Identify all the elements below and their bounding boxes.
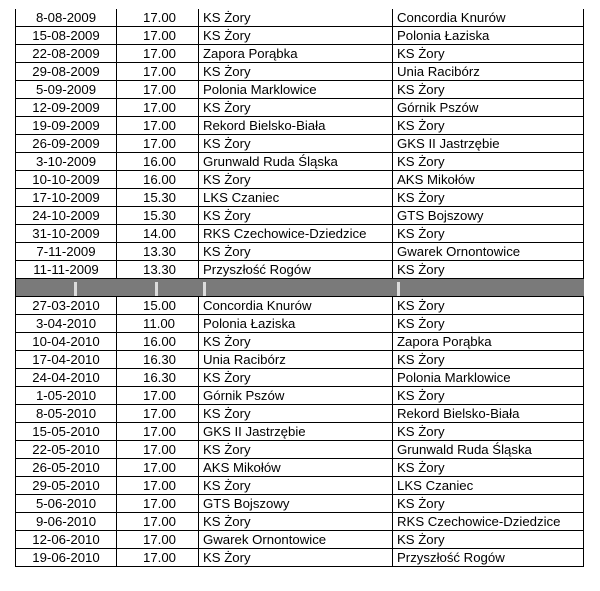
match-row xyxy=(16,315,584,333)
match-date: 27-03-2010 xyxy=(16,297,117,315)
home-team: KS Żory xyxy=(199,441,393,459)
away-team: GKS II Jastrzębie xyxy=(393,135,584,153)
home-team: Gwarek Ornontowice xyxy=(199,531,393,549)
home-team: Unia Racibórz xyxy=(199,351,393,369)
away-team: KS Żory xyxy=(393,297,584,315)
match-date: 29-05-2010 xyxy=(16,477,117,495)
match-time: 16.30 xyxy=(117,369,199,387)
home-team: RKS Czechowice-Dziedzice xyxy=(199,225,393,243)
match-row xyxy=(16,351,584,369)
match-date: 19-09-2009 xyxy=(16,117,117,135)
home-team: Przyszłość Rogów xyxy=(199,261,393,279)
match-time: 16.00 xyxy=(117,333,199,351)
match-row xyxy=(16,441,584,459)
home-team: GTS Bojszowy xyxy=(199,495,393,513)
match-time: 17.00 xyxy=(117,459,199,477)
home-team: KS Żory xyxy=(199,9,393,27)
match-date: 9-06-2010 xyxy=(16,513,117,531)
match-date: 1-05-2010 xyxy=(16,387,117,405)
match-time: 15.30 xyxy=(117,207,199,225)
home-team: KS Żory xyxy=(199,171,393,189)
home-team: KS Żory xyxy=(199,549,393,567)
home-team: KS Żory xyxy=(199,477,393,495)
away-team: KS Żory xyxy=(393,315,584,333)
home-team: AKS Mikołów xyxy=(199,459,393,477)
match-time: 17.00 xyxy=(117,45,199,63)
match-date: 7-11-2009 xyxy=(16,243,117,261)
match-time: 17.00 xyxy=(117,477,199,495)
away-team: KS Żory xyxy=(393,153,584,171)
home-team: KS Żory xyxy=(199,405,393,423)
separator-cell-away xyxy=(393,279,584,297)
away-team: KS Żory xyxy=(393,495,584,513)
match-row xyxy=(16,99,584,117)
home-team: Rekord Bielsko-Biała xyxy=(199,117,393,135)
home-team: KS Żory xyxy=(199,27,393,45)
match-date: 12-09-2009 xyxy=(16,99,117,117)
match-row xyxy=(16,297,584,315)
away-team: KS Żory xyxy=(393,423,584,441)
match-time: 17.00 xyxy=(117,99,199,117)
match-time: 17.00 xyxy=(117,63,199,81)
match-time: 13.30 xyxy=(117,261,199,279)
match-row xyxy=(16,27,584,45)
match-row xyxy=(16,477,584,495)
home-team: GKS II Jastrzębie xyxy=(199,423,393,441)
match-date: 3-04-2010 xyxy=(16,315,117,333)
spring-round-rows xyxy=(16,297,584,567)
match-time: 17.00 xyxy=(117,423,199,441)
match-row xyxy=(16,531,584,549)
away-team: RKS Czechowice-Dziedzice xyxy=(393,513,584,531)
match-row xyxy=(16,423,584,441)
match-date: 26-09-2009 xyxy=(16,135,117,153)
match-time: 17.00 xyxy=(117,27,199,45)
home-team: KS Żory xyxy=(199,99,393,117)
match-date: 24-10-2009 xyxy=(16,207,117,225)
match-date: 22-08-2009 xyxy=(16,45,117,63)
match-date: 8-08-2009 xyxy=(16,9,117,27)
match-time: 15.30 xyxy=(117,189,199,207)
match-row xyxy=(16,369,584,387)
match-row xyxy=(16,387,584,405)
match-date: 10-04-2010 xyxy=(16,333,117,351)
home-team: LKS Czaniec xyxy=(199,189,393,207)
away-team: KS Żory xyxy=(393,531,584,549)
separator-cell-date xyxy=(16,279,117,297)
match-date: 12-06-2010 xyxy=(16,531,117,549)
away-team: Polonia Łaziska xyxy=(393,27,584,45)
match-date: 10-10-2009 xyxy=(16,171,117,189)
match-schedule-table xyxy=(15,9,584,567)
away-team: KS Żory xyxy=(393,45,584,63)
match-time: 17.00 xyxy=(117,549,199,567)
match-row xyxy=(16,495,584,513)
match-date: 15-08-2009 xyxy=(16,27,117,45)
away-team: KS Żory xyxy=(393,117,584,135)
match-date: 17-10-2009 xyxy=(16,189,117,207)
match-row xyxy=(16,153,584,171)
away-team: Concordia Knurów xyxy=(393,9,584,27)
away-team: KS Żory xyxy=(393,387,584,405)
match-row xyxy=(16,459,584,477)
match-row xyxy=(16,117,584,135)
away-team: Polonia Marklowice xyxy=(393,369,584,387)
home-team: KS Żory xyxy=(199,513,393,531)
match-time: 17.00 xyxy=(117,405,199,423)
match-time: 17.00 xyxy=(117,117,199,135)
separator-cell-home xyxy=(199,279,393,297)
away-team: Unia Racibórz xyxy=(393,63,584,81)
home-team: Grunwald Ruda Śląska xyxy=(199,153,393,171)
away-team: Grunwald Ruda Śląska xyxy=(393,441,584,459)
match-time: 17.00 xyxy=(117,495,199,513)
match-time: 13.30 xyxy=(117,243,199,261)
match-date: 26-05-2010 xyxy=(16,459,117,477)
away-team: KS Żory xyxy=(393,81,584,99)
match-row xyxy=(16,189,584,207)
away-team: KS Żory xyxy=(393,261,584,279)
home-team: KS Żory xyxy=(199,207,393,225)
match-time: 17.00 xyxy=(117,531,199,549)
match-row xyxy=(16,405,584,423)
away-team: Górnik Pszów xyxy=(393,99,584,117)
home-team: KS Żory xyxy=(199,243,393,261)
home-team: KS Żory xyxy=(199,369,393,387)
match-row xyxy=(16,63,584,81)
match-row xyxy=(16,171,584,189)
home-team: Polonia Łaziska xyxy=(199,315,393,333)
away-team: Przyszłość Rogów xyxy=(393,549,584,567)
match-time: 17.00 xyxy=(117,135,199,153)
home-team: Górnik Pszów xyxy=(199,387,393,405)
match-row xyxy=(16,225,584,243)
match-row xyxy=(16,261,584,279)
match-time: 11.00 xyxy=(117,315,199,333)
away-team: Gwarek Ornontowice xyxy=(393,243,584,261)
away-team: KS Żory xyxy=(393,225,584,243)
away-team: AKS Mikołów xyxy=(393,171,584,189)
home-team: Concordia Knurów xyxy=(199,297,393,315)
away-team: KS Żory xyxy=(393,351,584,369)
match-date: 5-06-2010 xyxy=(16,495,117,513)
away-team: GTS Bojszowy xyxy=(393,207,584,225)
autumn-round-rows xyxy=(16,9,584,279)
match-date: 19-06-2010 xyxy=(16,549,117,567)
match-row xyxy=(16,81,584,99)
away-team: Rekord Bielsko-Biała xyxy=(393,405,584,423)
home-team: Zapora Porąbka xyxy=(199,45,393,63)
home-team: KS Żory xyxy=(199,63,393,81)
home-team: Polonia Marklowice xyxy=(199,81,393,99)
match-date: 8-05-2010 xyxy=(16,405,117,423)
match-date: 11-11-2009 xyxy=(16,261,117,279)
match-time: 17.00 xyxy=(117,513,199,531)
match-date: 17-04-2010 xyxy=(16,351,117,369)
match-date: 24-04-2010 xyxy=(16,369,117,387)
match-time: 14.00 xyxy=(117,225,199,243)
separator-cell-time xyxy=(117,279,199,297)
match-date: 31-10-2009 xyxy=(16,225,117,243)
match-row xyxy=(16,9,584,27)
match-row xyxy=(16,135,584,153)
match-row xyxy=(16,333,584,351)
match-row xyxy=(16,549,584,567)
away-team: KS Żory xyxy=(393,189,584,207)
match-row xyxy=(16,207,584,225)
match-time: 16.30 xyxy=(117,351,199,369)
match-date: 3-10-2009 xyxy=(16,153,117,171)
away-team: KS Żory xyxy=(393,459,584,477)
home-team: KS Żory xyxy=(199,135,393,153)
match-row xyxy=(16,243,584,261)
match-time: 16.00 xyxy=(117,153,199,171)
match-time: 17.00 xyxy=(117,81,199,99)
match-date: 5-09-2009 xyxy=(16,81,117,99)
round-separator xyxy=(16,279,584,297)
away-team: Zapora Porąbka xyxy=(393,333,584,351)
away-team: LKS Czaniec xyxy=(393,477,584,495)
match-time: 17.00 xyxy=(117,9,199,27)
match-row xyxy=(16,513,584,531)
match-date: 22-05-2010 xyxy=(16,441,117,459)
match-time: 15.00 xyxy=(117,297,199,315)
separator-row xyxy=(16,279,584,297)
match-row xyxy=(16,45,584,63)
match-time: 17.00 xyxy=(117,441,199,459)
match-date: 29-08-2009 xyxy=(16,63,117,81)
match-time: 16.00 xyxy=(117,171,199,189)
home-team: KS Żory xyxy=(199,333,393,351)
match-date: 15-05-2010 xyxy=(16,423,117,441)
match-time: 17.00 xyxy=(117,387,199,405)
